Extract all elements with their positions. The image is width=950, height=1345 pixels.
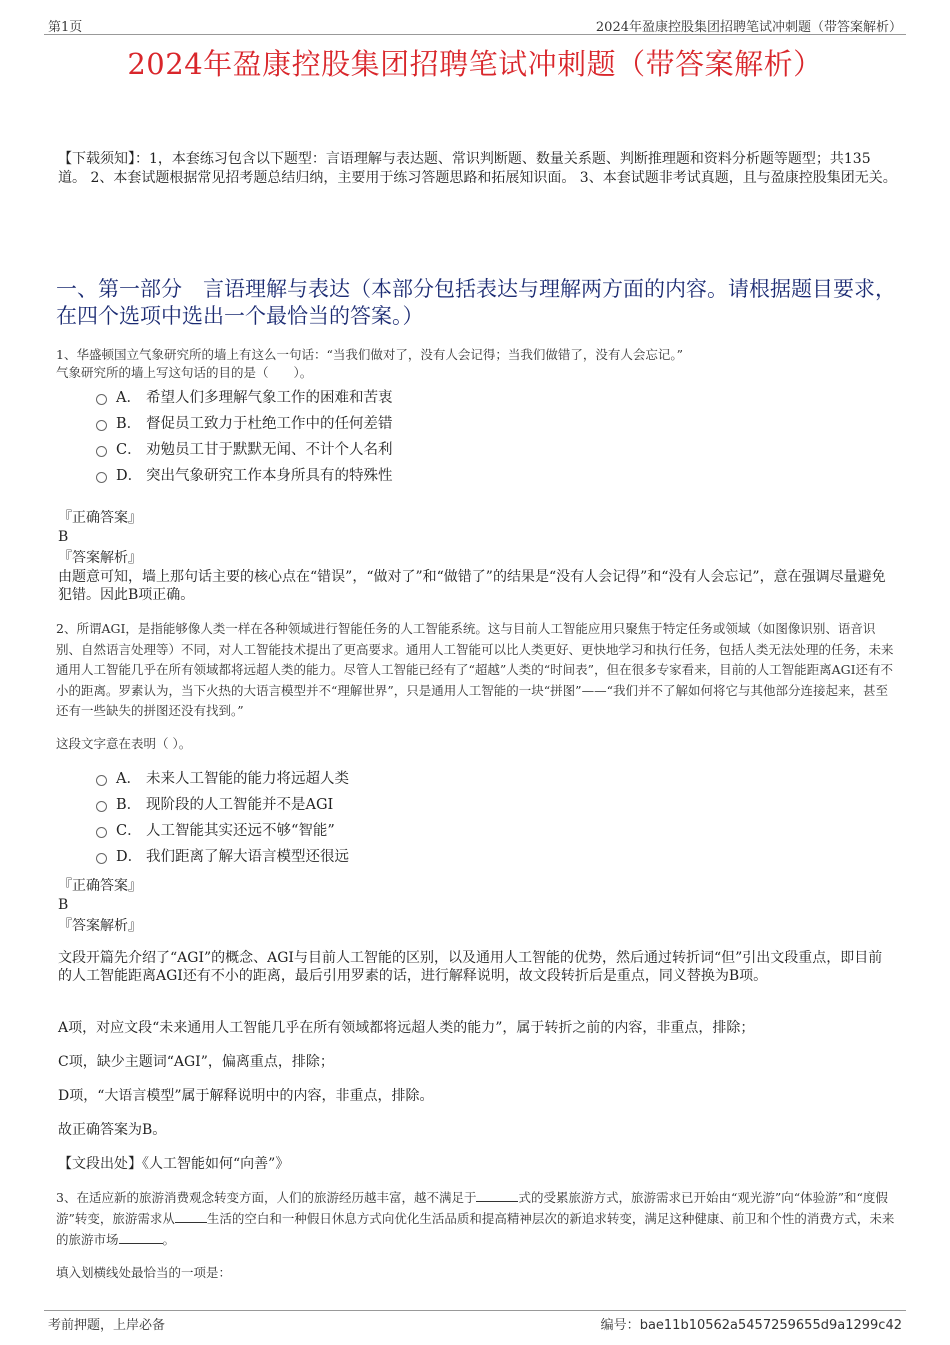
header-doc-title: 2024年盈康控股集团招聘笔试冲刺题（带答案解析） [595, 20, 902, 35]
analysis-text: 由题意可知，墙上那句话主要的核心点在“错误”，“做对了”和“做错了”的结果是“没有人会记得”和“没有人会忘记”，意在强调尽量避免犯错。因此B项正确。 [58, 569, 886, 603]
analysis-paragraph: 文段开篇先介绍了“AGI”的概念、AGI与目前人工智能的区别，以及通用人工智能的优势，然后通过转折词“但”引出文段重点，即目前的人工智能距离AGI还有不小的距离，最后引用罗素的话，进行解释说明，故文段转折后是重点，同义替换为B项。 [58, 950, 883, 984]
blank-3 [119, 1231, 163, 1244]
option-text: 人工智能其实还远不够“智能” [146, 823, 335, 839]
question-1-text: 1、华盛顿国立气象研究所的墙上有这么一句话：“当我们做对了，没有人会记得；当我们做错了，没有人会忘记。” [56, 347, 683, 362]
option-text: 我们距离了解大语言模型还很远 [146, 849, 349, 865]
question-1-answer [58, 509, 898, 604]
radio-icon[interactable] [96, 420, 107, 431]
q2-option-b[interactable] [96, 792, 896, 818]
answer-label: 『正确答案』 [58, 510, 142, 526]
source-citation: 【文段出处】《人工智能如何“向善”》 [58, 1156, 290, 1172]
option-text: 未来人工智能的能力将远超人类 [146, 771, 349, 787]
question-3-ask: 填入划横线处最恰当的一项是： [56, 1265, 232, 1280]
q1-option-c[interactable] [96, 437, 896, 463]
analysis-paragraph: A项，对应文段“未来通用人工智能几乎在所有领域都将远超人类的能力”，属于转折之前的内容，非重点，排除； [58, 1020, 755, 1036]
radio-icon[interactable] [96, 472, 107, 483]
radio-icon[interactable] [96, 446, 107, 457]
answer-value: B [58, 529, 69, 545]
analysis-paragraph: 故正确答案为B。 [58, 1122, 167, 1138]
page-footer [44, 1310, 906, 1331]
stem-part: 生活的空白和一种假日休息方式向优化生活品质和提高精神层次的新追求转变，满足这种健康、前卫和个性的消费方式，未来的旅游市场 [56, 1211, 895, 1247]
q1-option-d[interactable] [96, 463, 896, 489]
question-3-stem [56, 1187, 896, 1250]
page-header [44, 14, 906, 35]
option-letter: A． [116, 390, 141, 406]
radio-icon[interactable] [96, 827, 107, 838]
analysis-label: 『答案解析』 [58, 918, 142, 934]
radio-icon[interactable] [96, 775, 107, 786]
blank-1 [476, 1189, 518, 1202]
code-label: 编号： [600, 1318, 640, 1333]
question-1-stem [56, 345, 896, 383]
stem-part: 3、在适应新的旅游消费观念转变方面，人们的旅游经历越丰富，越不满足于 [56, 1190, 477, 1205]
question-1-ask: 气象研究所的墙上写这句话的目的是（ ）。 [56, 365, 313, 380]
q2-option-d[interactable] [96, 844, 896, 870]
option-letter: D． [116, 849, 143, 865]
answer-value: B [58, 897, 69, 913]
option-letter: C． [116, 823, 142, 839]
option-letter: D． [116, 468, 143, 484]
question-2-stem: 2、所谓AGI，是指能够像人类一样在各种领域进行智能任务的人工智能系统。这与目前人工智能应用只聚焦于特定任务或领域（如图像识别、语音识别、自然语言处理等）不同，对人工智能技术提出了更高要求。通用人工智能可以比人类更好、更快地学习和执行任务，包括人类无法处理的任务，未来通用人工智能几乎在所有领域都将远超人类的能力。尽管人工智能已经有了“超越”人类的“时间表”，但在很多专家看来，目前的人工智能距离AGI还有不小的距离。罗素认为，当下火热的大语言模型并不“理解世界”，只是通用人工智能的一块“拼图”——“我们并不了解如何将它与其他部分连接起来，甚至还有一些缺失的拼图还没有找到。” [56, 621, 894, 718]
blank-2 [175, 1210, 207, 1223]
answer-label: 『正确答案』 [58, 878, 142, 894]
q1-option-a[interactable] [96, 385, 896, 411]
radio-icon[interactable] [96, 853, 107, 864]
q2-option-c[interactable] [96, 818, 896, 844]
q2-option-a[interactable] [96, 766, 896, 792]
stem-part: 。 [162, 1232, 176, 1247]
q1-option-b[interactable] [96, 411, 896, 437]
question-2-options [96, 766, 896, 870]
footer-code [601, 1314, 902, 1333]
option-letter: C． [116, 442, 142, 458]
question-2-answer [58, 877, 898, 935]
analysis-paragraph: C项，缺少主题词“AGI”，偏离重点，排除； [58, 1054, 334, 1070]
code-value: bae11b10562a5457259655d9a1299c42 [639, 1318, 902, 1333]
option-letter: A． [116, 771, 141, 787]
option-text: 劝勉员工甘于默默无闻、不计个人名利 [146, 442, 393, 458]
option-letter: B． [116, 797, 142, 813]
option-text: 突出气象研究工作本身所具有的特殊性 [146, 468, 393, 484]
option-letter: B． [116, 416, 142, 432]
option-text: 现阶段的人工智能并不是AGI [146, 797, 334, 813]
page-number: 第1页 [48, 20, 83, 35]
stem-part: 式的受累旅游方式，旅游需求已开始由“观光游”向“体验游”和“度假游”转变，旅游需求从 [56, 1190, 888, 1226]
option-text: 督促员工致力于杜绝工作中的任何差错 [146, 416, 393, 432]
footer-slogan: 考前押题，上岸必备 [48, 1318, 166, 1333]
radio-icon[interactable] [96, 801, 107, 812]
section-heading: 一、第一部分 言语理解与表达（本部分包括表达与理解两方面的内容。请根据题目要求，在四个选项中选出一个最恰当的答案。） [56, 277, 896, 328]
download-notice: 【下载须知】：1，本套练习包含以下题型：言语理解与表达题、常识判断题、数量关系题、判断推理题和资料分析题等题型；共135道。 2、本套试题根据常见招考题总结归纳，主要用于练习答题思路和拓展知识面。 3、本套试题非考试真题，且与盈康控股集团无关。 [58, 151, 897, 186]
question-1-options [96, 385, 896, 489]
analysis-paragraph: D项，“大语言模型”属于解释说明中的内容，非重点，排除。 [58, 1088, 434, 1104]
analysis-label: 『答案解析』 [58, 550, 142, 566]
question-2-ask: 这段文字意在表明（ ）。 [56, 736, 192, 751]
option-text: 希望人们多理解气象工作的困难和苦衷 [146, 390, 393, 406]
document-title: 2024年盈康控股集团招聘笔试冲刺题（带答案解析） [127, 47, 823, 81]
radio-icon[interactable] [96, 394, 107, 405]
